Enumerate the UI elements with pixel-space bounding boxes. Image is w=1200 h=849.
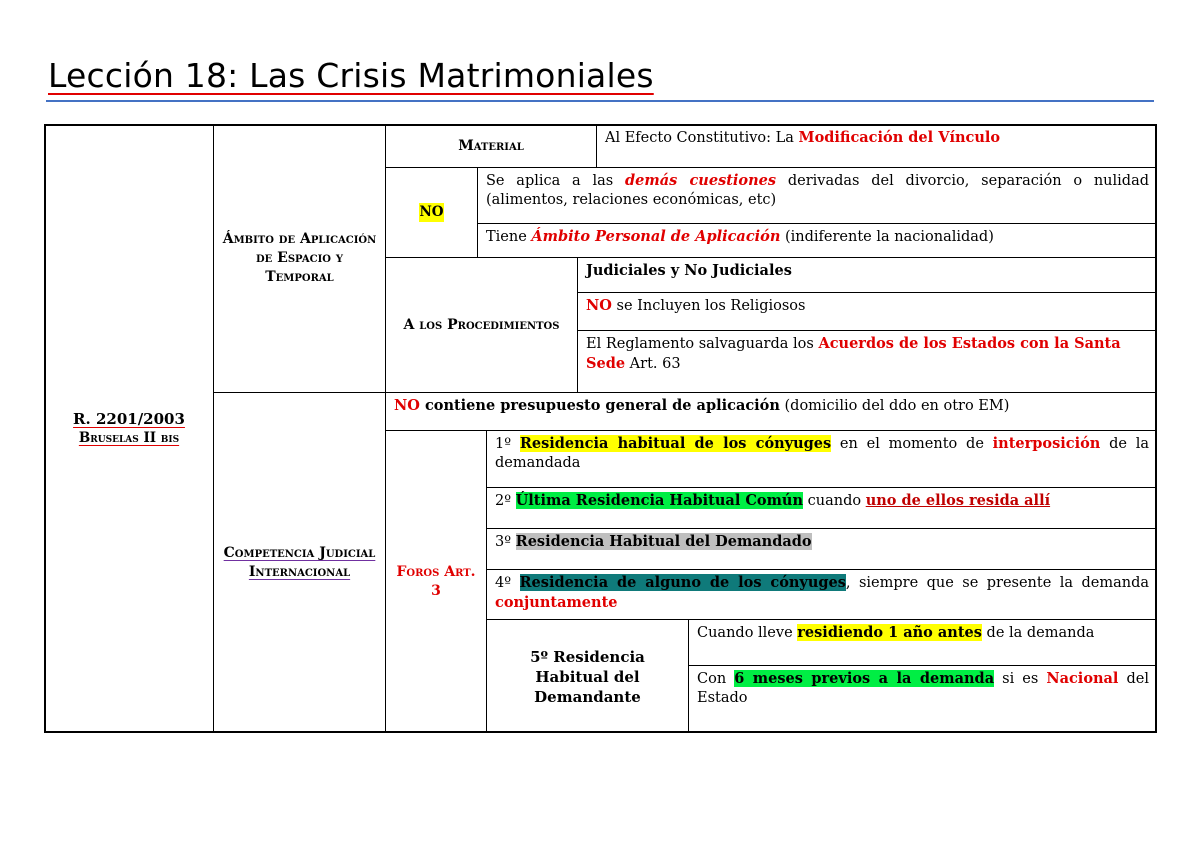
foro-4-highlight: Residencia de alguno de los cónyuges bbox=[519, 574, 846, 591]
foro-4-red: conjuntamente bbox=[495, 594, 618, 611]
procedimientos-row-3-suffix: Art. 63 bbox=[625, 356, 681, 372]
foro-2-num: 2º bbox=[495, 493, 516, 509]
ambito-heading: Ámbito de Aplicación de Espacio y Temporal bbox=[213, 124, 385, 392]
no-row-2-suffix: (indiferente la nacionalidad) bbox=[780, 229, 994, 245]
foro-2 bbox=[486, 487, 1157, 528]
foro-5b-highlight: 6 meses previos a la demanda bbox=[734, 670, 995, 687]
no-label-cell bbox=[385, 167, 477, 257]
foro-1-num: 1º bbox=[495, 436, 520, 452]
foro-1 bbox=[486, 430, 1157, 487]
foro-5b-suffix: del Estado bbox=[697, 671, 1149, 706]
page-title: Lección 18: Las Crisis Matrimoniales bbox=[48, 56, 654, 95]
no-row-2-prefix: Tiene bbox=[486, 229, 532, 245]
procedimientos-row-3-prefix: El Reglamento salvaguarda los bbox=[586, 336, 819, 352]
foro-1-mid: en el momento de bbox=[831, 436, 993, 452]
regulation-code: R. 2201/2003 bbox=[73, 410, 185, 428]
foro-3 bbox=[486, 528, 1157, 569]
material-text-prefix: Al Efecto Constitutivo: La bbox=[605, 130, 799, 146]
procedimientos-row-1: Judiciales y No Judiciales bbox=[577, 257, 1157, 292]
no-row-1 bbox=[477, 167, 1157, 223]
foro-3-highlight: Residencia Habitual del Demandado bbox=[515, 533, 812, 550]
no-row-1-highlight: demás cuestiones bbox=[624, 172, 777, 189]
procedimientos-row-3-highlight: Acuerdos de los Estados con la Santa Sede bbox=[586, 335, 1121, 372]
procedimientos-row-3 bbox=[577, 330, 1157, 392]
foros-label: Foros Art. 3 bbox=[396, 564, 476, 599]
foro-5a-prefix: Cuando lleve bbox=[697, 625, 798, 641]
material-text-highlight: Modificación del Vínculo bbox=[798, 129, 1001, 146]
foro-1-suffix: de la demandada bbox=[495, 436, 1149, 471]
foro-5b bbox=[688, 665, 1157, 733]
material-text bbox=[596, 124, 1157, 167]
foro-5-label: 5º Residencia Habitual del Demandante bbox=[486, 619, 688, 733]
foro-5b-red: Nacional bbox=[1046, 670, 1119, 687]
foro-1-highlight: Residencia habitual de los cónyuges bbox=[519, 435, 832, 452]
foro-5a-highlight: residiendo 1 año antes bbox=[797, 624, 982, 641]
foro-4 bbox=[486, 569, 1157, 619]
summary-table bbox=[44, 124, 1157, 733]
procedimientos-row-2-suffix: se Incluyen los Religiosos bbox=[611, 298, 806, 314]
presupuesto-suffix: (domicilio del ddo en otro EM) bbox=[779, 398, 1010, 414]
foro-2-underlined: uno de ellos resida allí bbox=[865, 492, 1051, 509]
no-row-1-prefix: Se aplica a las bbox=[486, 173, 625, 189]
competencia-heading: Competencia Judicial Internacional bbox=[213, 392, 385, 733]
regulation-name: Bruselas II bis bbox=[78, 430, 180, 446]
title-divider bbox=[46, 100, 1154, 102]
presupuesto-row bbox=[385, 392, 1157, 430]
foro-2-mid: cuando bbox=[803, 493, 866, 509]
foro-5a bbox=[688, 619, 1157, 665]
procedimientos-row-2-highlight: NO bbox=[586, 297, 612, 314]
procedimientos-row-2 bbox=[577, 292, 1157, 330]
foro-1-red: interposición bbox=[992, 435, 1101, 452]
foro-5b-prefix: Con bbox=[697, 671, 735, 687]
procedimientos-label: A los Procedimientos bbox=[385, 257, 577, 392]
foro-3-num: 3º bbox=[495, 534, 516, 550]
no-row-2-highlight: Ámbito Personal de Aplicación bbox=[531, 228, 781, 245]
material-label: Material bbox=[385, 124, 596, 167]
presupuesto-highlight: NO bbox=[394, 397, 420, 414]
foro-5a-suffix: de la demanda bbox=[981, 625, 1095, 641]
foro-4-mid: , siempre que se presente la demanda bbox=[845, 575, 1150, 591]
foro-5b-mid: si es bbox=[994, 671, 1047, 687]
foro-4-num: 4º bbox=[495, 575, 520, 591]
no-row-1-suffix: derivadas del divorcio, separación o nulidad (alimentos, relaciones económicas, etc) bbox=[486, 173, 1149, 208]
foros-label-cell bbox=[385, 430, 486, 733]
presupuesto-bold: contiene presupuesto general de aplicación bbox=[419, 397, 780, 414]
no-label: NO bbox=[419, 204, 444, 220]
no-row-2 bbox=[477, 223, 1157, 257]
regulation-cell bbox=[44, 124, 213, 733]
foro-2-highlight: Última Residencia Habitual Común bbox=[515, 492, 804, 509]
